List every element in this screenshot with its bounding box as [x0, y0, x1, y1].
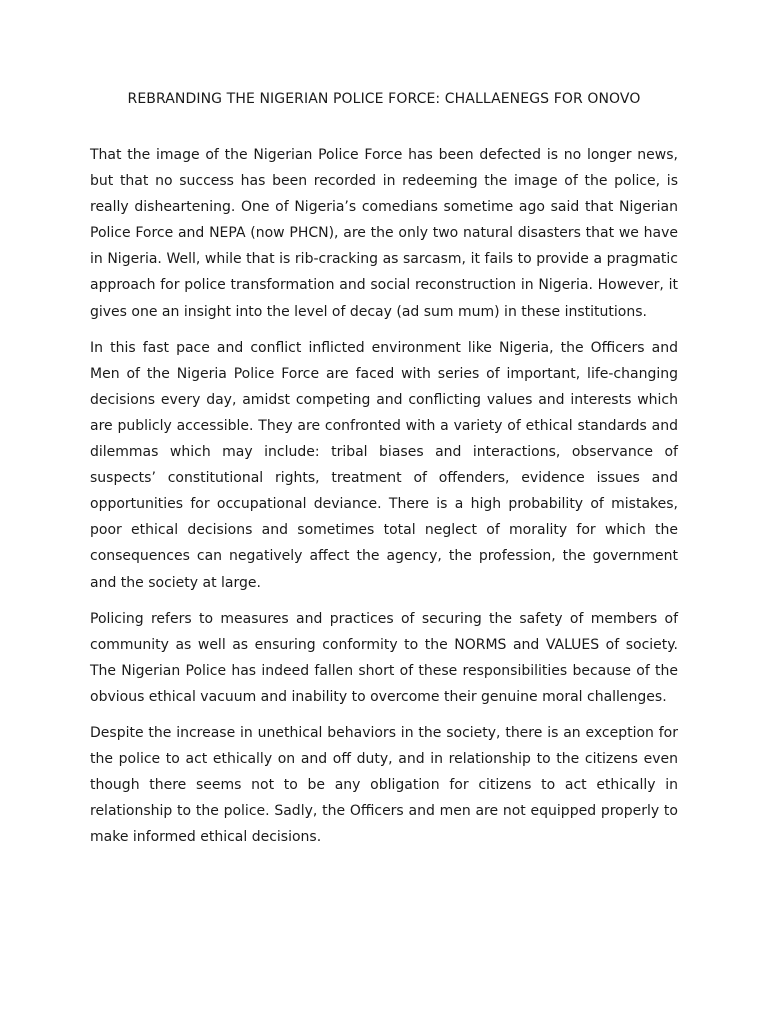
paragraph-2: In this fast pace and conflict inflicted environment like Nigeria, the Officers and Men of the Nigeria Police Force are faced with series of important, life-changing decisions every day, amidst competing and conflicting values and interests which are publicly accessible. They are confronted with a variety of ethical standards and dilemmas which may include: tribal biases and interactions, observance of suspects’ constitutional rights, treatment of offenders, evidence issues and opportunities for occupational deviance. There is a high probability of mistakes, poor ethical decisions and sometimes total neglect of morality for which the consequences can negatively affect the agency, the profession, the government and the society at large. [90, 339, 678, 591]
paragraph-3: Policing refers to measures and practices of securing the safety of members of community as well as ensuring conformity to the NORMS and VALUES of society. The Nigerian Police has indeed fallen short of these responsibilities because of the obvious ethical vacuum and inability to overcome their genuine moral challenges. [90, 610, 678, 705]
document-title: REBRANDING THE NIGERIAN POLICE FORCE: CHALLAENEGS FOR ONOVO [127, 91, 641, 107]
paragraph-1: That the image of the Nigerian Police Force has been defected is no longer news, but that no success has been recorded in redeeming the image of the police, is really disheartening. One of Nigeria’s comedians sometime ago said that Nigerian Police Force and NEPA (now PHCN), are the only two natural disasters that we have in Nigeria. Well, while that is rib-cracking as sarcasm, it fails to provide a pragmatic approach for police transformation and social reconstruction in Nigeria. However, it gives one an insight into the level of decay (ad sum mum) in these institutions. [90, 147, 678, 320]
paragraph-4: Despite the increase in unethical behaviors in the society, there is an exception for the police to act ethically on and off duty, and in relationship to the citizens even though there seems not to be any obligation for citizens to act ethically in relationship to the police. Sadly, the Officers and men are not equipped properly to make informed ethical decisions. [90, 724, 678, 846]
